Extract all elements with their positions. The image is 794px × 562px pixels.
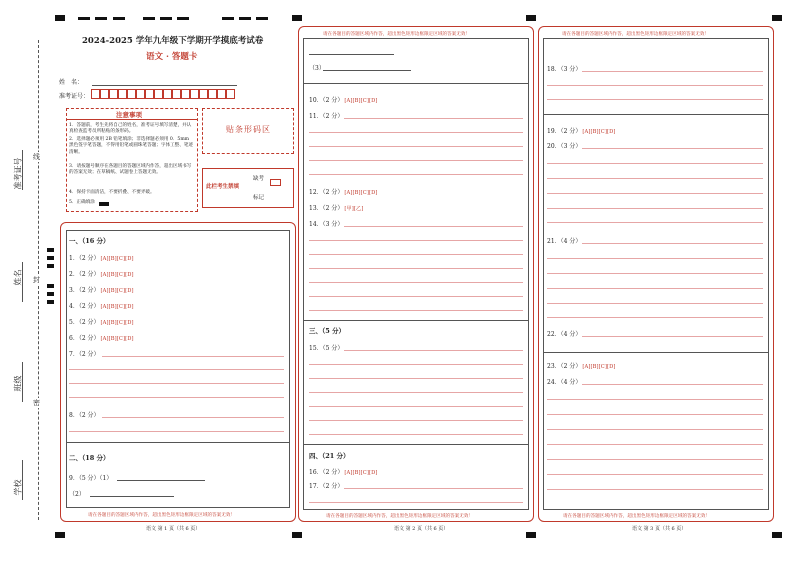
question-6[interactable] (69, 333, 134, 342)
question-10[interactable] (309, 95, 377, 104)
question-23[interactable] (547, 361, 615, 370)
question-label: 4．（2 分） (69, 303, 100, 310)
choice-options[interactable]: [A][B][C][D] (100, 272, 134, 278)
answer-line (547, 208, 763, 209)
side-field-line (22, 460, 23, 500)
answer-frame-2 (303, 38, 529, 510)
answer-line (344, 488, 523, 489)
question-9-2: （2） (69, 491, 85, 498)
card-subtitle: 语文 · 答题卡 (146, 52, 198, 62)
question-label: 6．（2 分） (69, 335, 100, 342)
barcode-label: 贴条形码区 (226, 125, 271, 134)
exam-title: 2024-2025 学年九年级下学期开学摸底考试卷 (82, 36, 264, 46)
timing-mark (47, 264, 54, 268)
answer-line (582, 384, 763, 385)
answer-frame-3 (543, 38, 769, 510)
timing-mark (292, 532, 302, 538)
timing-mark (47, 284, 54, 288)
footer-page-3: 语文 第 3 页（共 6 页） (632, 526, 687, 532)
choice-options[interactable]: [A][B][C][D] (100, 320, 134, 326)
answer-line (309, 420, 523, 421)
answer-line (547, 414, 763, 415)
answer-line (582, 243, 763, 244)
choice-options[interactable]: [A][B][C][D] (100, 336, 134, 342)
answer-line (547, 288, 763, 289)
answer-line (344, 350, 523, 351)
answer-line (309, 434, 523, 435)
choice-options[interactable]: [A][B][C][D] (100, 256, 134, 262)
timing-mark (177, 17, 189, 20)
question-3[interactable] (69, 285, 134, 294)
id-label: 准考证号： (59, 93, 90, 100)
answer-line (69, 383, 284, 384)
answer-line (582, 71, 763, 72)
timing-mark (95, 17, 107, 20)
notice-divider (66, 119, 198, 120)
question-label: 13．（2 分） (309, 205, 344, 212)
side-cut-2: 封 (33, 276, 40, 284)
side-cut-1: 线 (33, 153, 40, 161)
answer-line (344, 118, 523, 119)
answer-line (309, 282, 523, 283)
question-15: 15．（5 分） (309, 345, 344, 352)
footer-page-1: 语文 第 1 页（共 6 页） (146, 526, 201, 532)
question-label: 12．（2 分） (309, 189, 344, 196)
answer-line (547, 273, 763, 274)
answer-line (309, 240, 523, 241)
question-14: 14．（3 分） (309, 221, 344, 228)
question-label: 3．（2 分） (69, 287, 100, 294)
warning-col2-bottom: 请在各题目的答题区域内作答，超出黑色矩形边框限定区域的答案无效！ (326, 514, 474, 519)
choice-options[interactable]: [A][B][C][D] (582, 129, 616, 135)
answer-line (309, 132, 523, 133)
question-5[interactable] (69, 317, 134, 326)
answer-line (582, 148, 763, 149)
notice-title: 注意事项 (116, 111, 142, 119)
question-1[interactable] (69, 253, 134, 262)
absent-checkbox[interactable] (270, 179, 281, 186)
answer-line (547, 459, 763, 460)
absence-fill-label: 此栏考生禁填 (206, 184, 240, 190)
timing-mark (222, 17, 234, 20)
question-9-3: （3） (309, 65, 325, 72)
timing-mark (143, 17, 155, 20)
timing-mark (160, 17, 172, 20)
question-21: 21．（4 分） (547, 238, 582, 245)
timing-mark (292, 15, 302, 21)
warning-col3-top: 请在各题目的答题区域内作答，超出黑色矩形边框限定区域的答案无效！ (562, 32, 710, 37)
answer-line (547, 429, 763, 430)
choice-options[interactable]: [A][B][C][D] (344, 470, 378, 476)
answer-line (547, 163, 763, 164)
timing-mark (772, 15, 782, 21)
notice-item-1: 1．答题前，考生先将自己的姓名，准考证号填写清楚，并认真检查监考员所粘贴的条形码。 (69, 123, 192, 135)
choice-options[interactable]: [A][B][C][D] (344, 98, 378, 104)
name-label: 姓 名： (59, 79, 84, 86)
choice-options[interactable]: [A][B][C][D] (100, 304, 134, 310)
answer-line (547, 178, 763, 179)
answer-line (547, 489, 763, 490)
question-8: 8．（2 分） (69, 412, 100, 419)
timing-mark (239, 17, 251, 20)
timing-mark (47, 256, 54, 260)
question-9-1: 9．（5 分）（1） (69, 475, 113, 482)
answer-line (90, 496, 174, 497)
question-11: 11．（2 分） (309, 113, 344, 120)
answer-line (547, 193, 763, 194)
question-18: 18．（3 分） (547, 66, 582, 73)
question-22: 22．（4 分） (547, 331, 582, 338)
answer-line (102, 417, 284, 418)
answer-line (344, 226, 523, 227)
question-12[interactable] (309, 187, 377, 196)
question-17: 17．（2 分） (309, 483, 344, 490)
question-19[interactable] (547, 126, 615, 135)
answer-line (309, 502, 523, 503)
notice-item-3: 3．请按题号顺序在各题目的答题区域内作答，超出区域书写的答案无效；在草稿纸、试题卷上答题无效。 (69, 164, 192, 176)
section-divider (543, 352, 769, 353)
question-label: 1．（2 分） (69, 255, 100, 262)
answer-line (309, 54, 394, 55)
answer-line (69, 397, 284, 398)
answer-line (69, 369, 284, 370)
name-field[interactable] (92, 85, 237, 86)
side-field-line (22, 150, 23, 190)
timing-mark (772, 532, 782, 538)
timing-mark (526, 532, 536, 538)
question-label: 5．（2 分） (69, 319, 100, 326)
notice-item-4: 4．保持卡面清洁，不要折叠、不要弄破。 (69, 190, 155, 195)
side-field-line (22, 262, 23, 302)
section-2-title: 二、（18 分） (69, 454, 110, 462)
answer-line (309, 364, 523, 365)
timing-mark (47, 292, 54, 296)
answer-line (547, 317, 763, 318)
section-3-title: 三、（5 分） (309, 327, 346, 335)
section-divider (543, 114, 769, 115)
answer-line (309, 310, 523, 311)
filled-sample-mark (99, 202, 109, 206)
section-1-title: 一、（16 分） (69, 237, 110, 245)
timing-mark (256, 17, 268, 20)
side-field-line (22, 362, 23, 402)
answer-line (309, 254, 523, 255)
side-cut-3: 密 (33, 399, 40, 407)
answer-line (69, 431, 284, 432)
side-label-class: 班级 (13, 375, 23, 392)
section-4-title: 四、（21 分） (309, 452, 350, 460)
mark-label: 标记 (253, 195, 265, 201)
answer-line (309, 392, 523, 393)
answer-line (102, 356, 284, 357)
answer-line (547, 444, 763, 445)
question-4[interactable] (69, 301, 134, 310)
question-13[interactable] (309, 203, 363, 212)
answer-line (309, 296, 523, 297)
answer-line (547, 85, 763, 86)
question-label: 19．（2 分） (547, 128, 582, 135)
answer-line (309, 268, 523, 269)
answer-line (547, 99, 763, 100)
side-label-name: 姓名 (13, 269, 23, 286)
timing-mark (47, 248, 54, 252)
section-divider (66, 442, 290, 443)
answer-line (547, 474, 763, 475)
question-label: 10．（2 分） (309, 97, 344, 104)
answer-line (547, 222, 763, 223)
question-label: 23．（2 分） (547, 363, 582, 370)
timing-mark (55, 15, 65, 21)
answer-line (309, 406, 523, 407)
answer-line (547, 399, 763, 400)
question-16[interactable] (309, 467, 377, 476)
choice-options[interactable]: [A][B][C][D] (100, 288, 134, 294)
timing-mark (47, 300, 54, 304)
warning-col1: 请在各题目的答题区域内作答，超出黑色矩形边框限定区域的答案无效！ (88, 513, 236, 518)
side-label-id: 准考证号 (13, 157, 23, 190)
side-label-school: 学校 (13, 479, 23, 496)
choice-options[interactable]: [A][B][C][D] (582, 364, 616, 370)
question-label: 2．（2 分） (69, 271, 100, 278)
section-divider (303, 444, 529, 445)
timing-mark (113, 17, 125, 20)
notice-item-5: 5．正确填涂 (69, 200, 95, 205)
question-7: 7．（2 分） (69, 351, 100, 358)
question-24: 24．（4 分） (547, 379, 582, 386)
choice-options[interactable]: [甲][乙] (344, 206, 364, 212)
answer-line (309, 378, 523, 379)
choice-options[interactable]: [A][B][C][D] (344, 190, 378, 196)
timing-mark (78, 17, 90, 20)
question-20: 20．（3 分） (547, 143, 582, 150)
answer-line (582, 336, 763, 337)
answer-line (117, 480, 205, 481)
question-label: 16．（2 分） (309, 469, 344, 476)
answer-line (309, 146, 523, 147)
answer-line (309, 160, 523, 161)
notice-item-2: 2．选择题必须用 2B 铅笔填涂；非选择题必须用 0．5mm 黑色签字笔答题，不得用铅笔或圆珠笔答题；字体工整、笔迹清晰。 (69, 137, 194, 155)
answer-line (547, 303, 763, 304)
answer-line (323, 70, 411, 71)
footer-page-2: 语文 第 2 页（共 6 页） (394, 526, 449, 532)
timing-mark (55, 532, 65, 538)
answer-line (547, 258, 763, 259)
warning-col2-top: 请在各题目的答题区域内作答，超出黑色矩形边框限定区域的答案无效！ (323, 32, 471, 37)
section-divider (303, 83, 529, 84)
timing-mark (526, 15, 536, 21)
answer-line (309, 174, 523, 175)
section-divider (303, 320, 529, 321)
absent-label: 缺考 (253, 176, 265, 182)
question-2[interactable] (69, 269, 134, 278)
warning-col3-bottom: 请在各题目的答题区域内作答，超出黑色矩形边框限定区域的答案无效！ (563, 514, 711, 519)
